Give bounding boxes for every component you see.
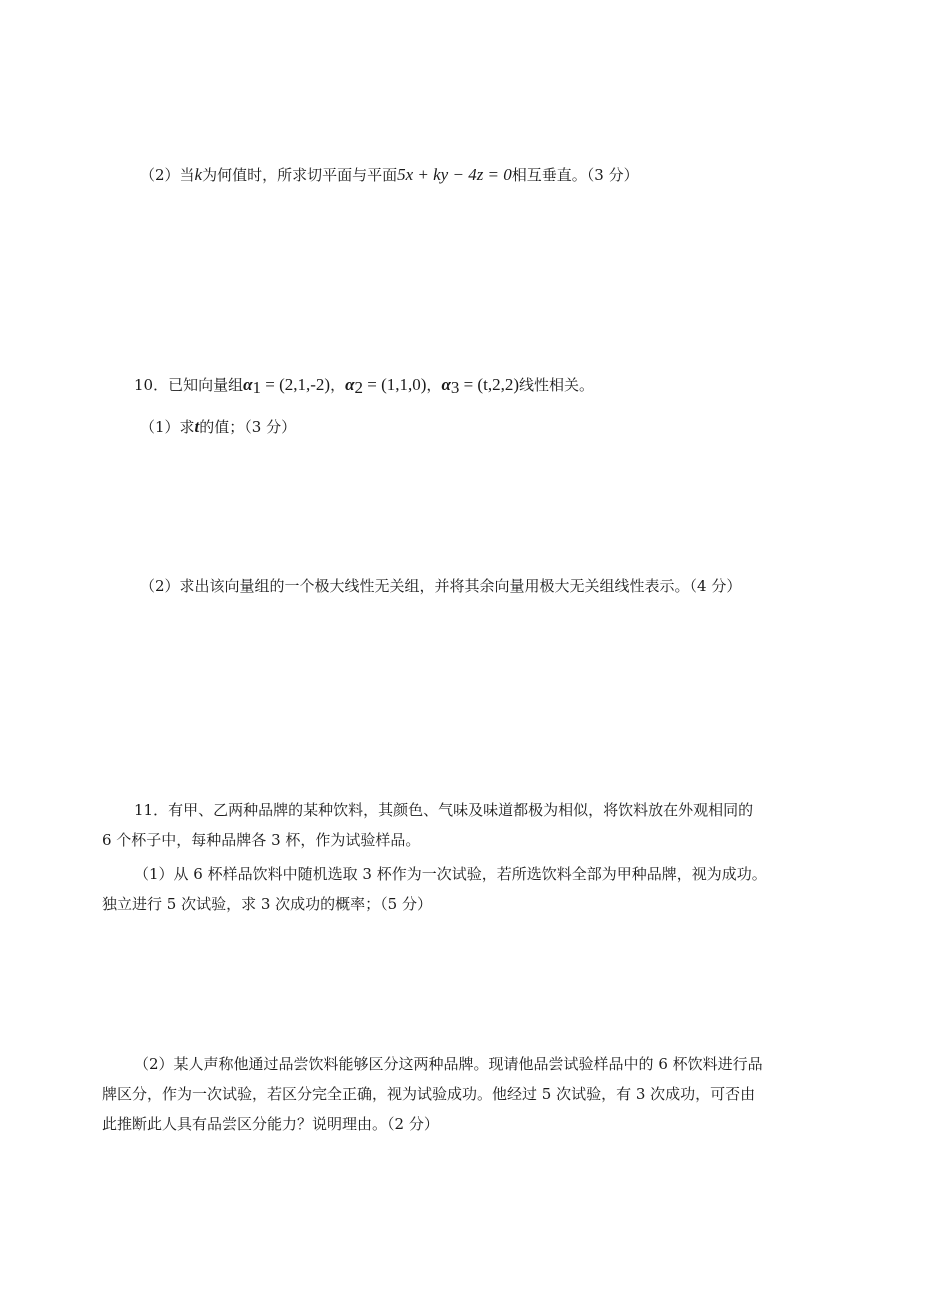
q9-part2-text: 为何值时，所求切平面与平面	[202, 166, 398, 184]
q10-stem-suffix: 线性相关。	[518, 376, 594, 394]
q9-var-k: k	[194, 165, 203, 184]
q9-part2-prefix: （2）当	[140, 166, 195, 184]
q10-alpha2-symbol: α	[345, 375, 355, 394]
q10-alpha1-value: = (2,1,-2)	[261, 375, 331, 394]
q9-part2	[140, 165, 639, 185]
q11-stem-line2: 6 个杯子中，每种品牌各 3 杯，作为试验样品。	[102, 831, 421, 849]
q10-alpha2-index: 2	[354, 378, 363, 397]
q9-plane-equation: 5x + ky − 4z = 0	[397, 165, 512, 184]
q10-stem	[134, 375, 594, 398]
q11-part1-line1: （1）从 6 杯样品饮料中随机选取 3 杯作为一次试验，若所选饮料全部为甲种品牌，视为成功。	[134, 865, 767, 883]
q11-part2-line1: （2）某人声称他通过品尝饮料能够区分这两种品牌。现请他品尝试验样品中的 6 杯饮料进行品	[134, 1055, 763, 1073]
q10-part1-prefix: （1）求	[140, 418, 195, 436]
q9-part2-suffix: 相互垂直。（3 分）	[511, 166, 639, 184]
q11-part2-line3: 此推断此人具有品尝区分能力？说明理由。（2 分）	[102, 1115, 439, 1133]
q10-alpha1-index: 1	[252, 378, 261, 397]
q10-alpha1-symbol: α	[243, 375, 253, 394]
q10-alpha3-symbol: α	[441, 375, 451, 394]
q10-alpha3-index: 3	[450, 378, 460, 397]
q11-part1-line2: 独立进行 5 次试验，求 3 次成功的概率；（5 分）	[102, 895, 432, 913]
q10-alpha2-value: = (1,1,0)	[363, 375, 427, 394]
q10-part1-suffix: 的值；（3 分）	[199, 418, 297, 436]
q10-var-t: t	[194, 417, 200, 436]
q11-part2-line2: 牌区分，作为一次试验，若区分完全正确，视为试验成功。他经过 5 次试验，有 3 次成功，可否由	[102, 1085, 756, 1103]
q10-separator: ，	[330, 376, 346, 394]
q10-part2: （2）求出该向量组的一个极大线性无关组，并将其余向量用极大无关组线性表示。（4 分）	[140, 577, 742, 595]
q10-stem-prefix: 10．已知向量组	[134, 376, 244, 394]
q10-part1	[140, 417, 296, 437]
q11-stem-line1: 11．有甲、乙两种品牌的某种饮料，其颜色、气味及味道都极为相似，将饮料放在外观相同的	[134, 801, 754, 819]
q10-separator: ，	[426, 376, 442, 394]
q10-alpha3-value: = (t,2,2)	[459, 375, 519, 394]
